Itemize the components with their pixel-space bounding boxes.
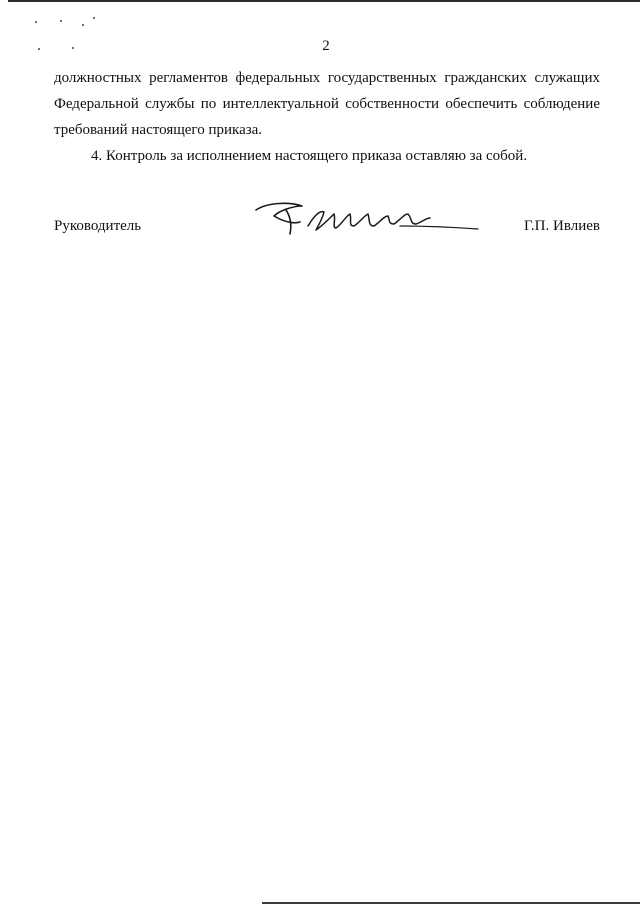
scan-speck [82,24,84,26]
handwritten-signature [250,196,482,244]
paragraph-item-4: 4. Контроль за исполнением настоящего приказа оставляю за собой. [91,148,528,164]
scan-speck [60,20,62,22]
page-number: 2 [322,38,330,54]
signatory-name: Г.П. Ивлиев [523,218,600,234]
scan-speck [35,21,37,23]
paragraph-continuation [54,65,600,143]
scan-top-edge [8,0,640,2]
paragraph-line: Федеральной службы по интеллектуальной собственности обеспечить соблюдение [54,96,600,112]
signatory-title: Руководитель [54,218,142,234]
paragraph-line: требований настоящего приказа. [54,122,263,138]
scan-speck [93,17,95,19]
paragraph-line: должностных регламентов федеральных государственных гражданских служащих [54,70,600,86]
scan-bottom-edge [262,902,640,904]
